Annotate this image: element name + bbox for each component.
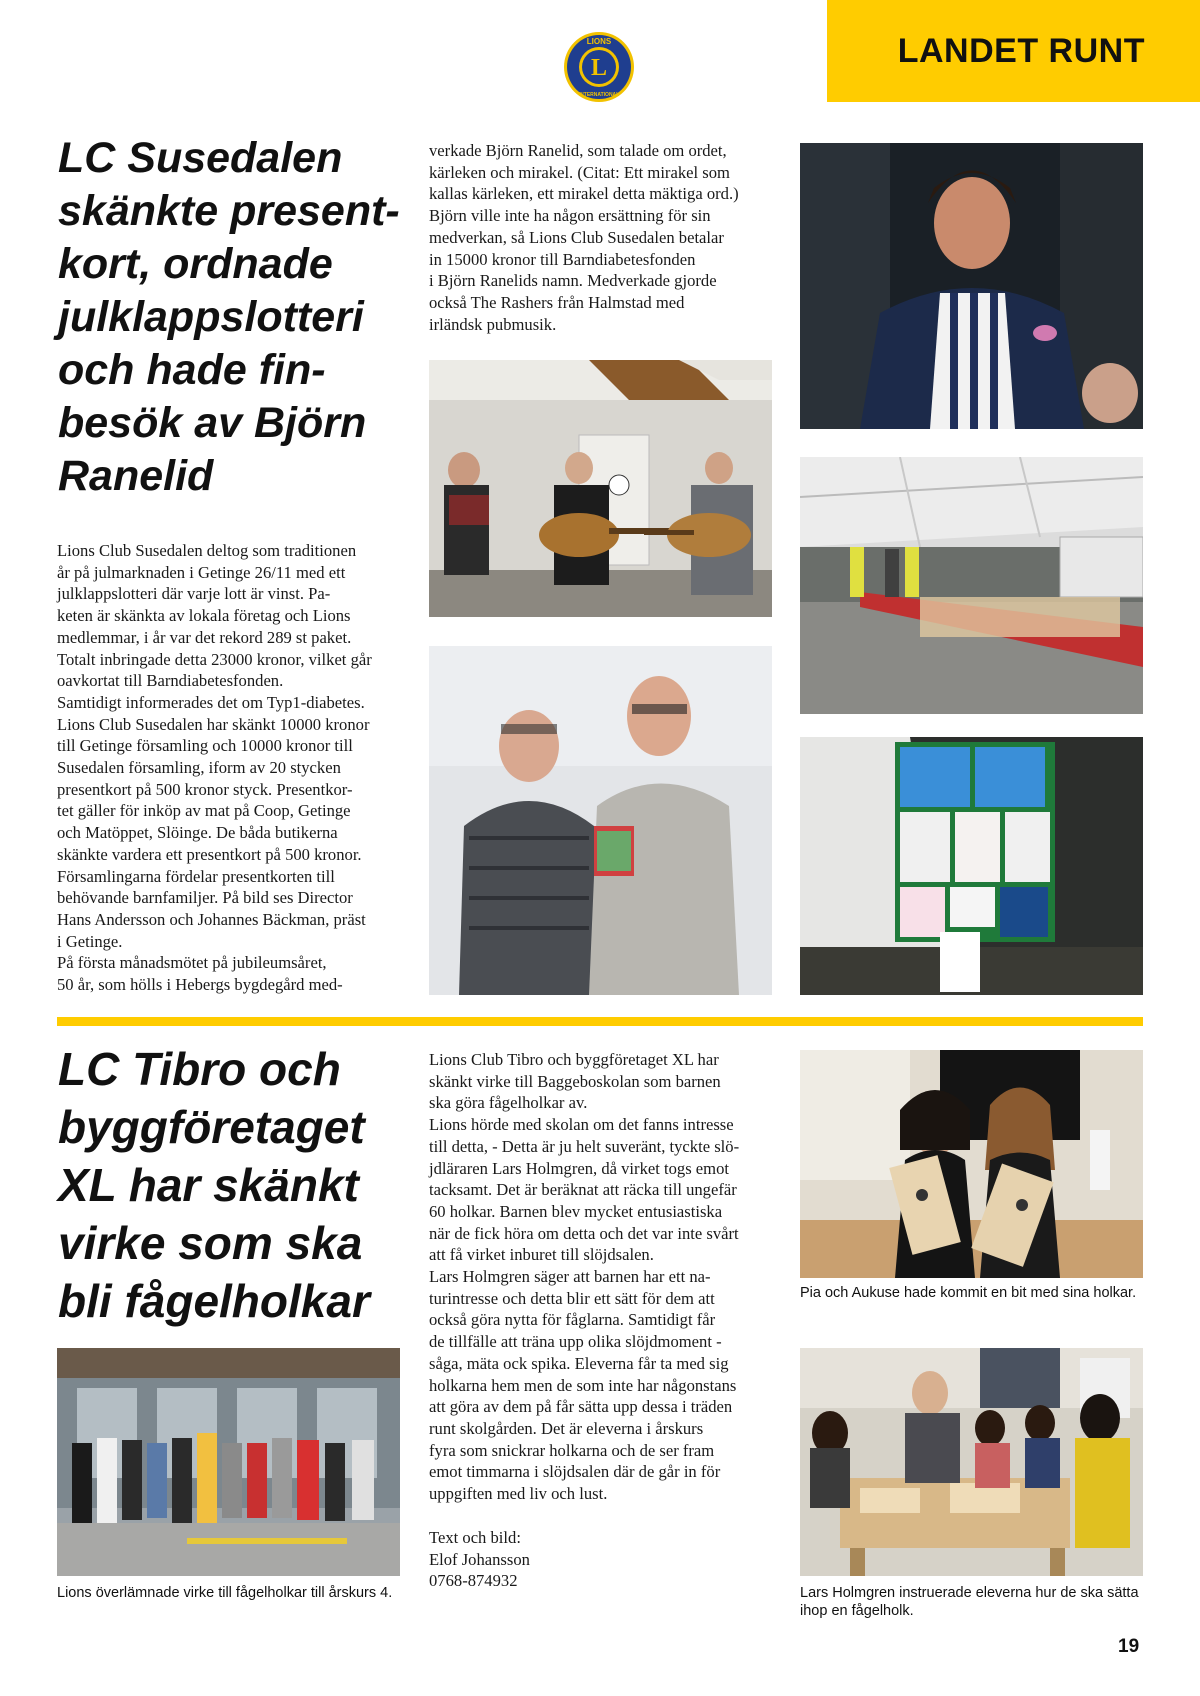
caption-workshop: Lars Holmgren instruerade eleverna hur de ska sätta ihop en fågelholk. xyxy=(800,1585,1139,1619)
girls-birdhouses-photo xyxy=(800,1050,1143,1278)
workshop-photo xyxy=(800,1348,1143,1576)
julmarknad-tent-photo xyxy=(800,457,1143,714)
caption-students-group: Lions överlämnade virke till fågelholkar till årskurs 4. xyxy=(57,1585,393,1601)
article2-headline: LC Tibro och byggföretaget XL har skänkt virke som ska bli fågelholkar xyxy=(58,1043,370,1327)
article2-body: Lions Club Tibro och byggföretaget XL har skänkt virke till Baggeboskolan som barnen ska göra fågelholkar av. Lions hörde med skolan om det fanns intresse till detta, - Detta är ju helt suveränt, tyckte slö- jdläraren Lars Holmgren, då virket togs emot tacksamt. Det är beräknat att räcka till ungefär 60 holkar. Barnen blev mycket entusiastiska när de fick höra om detta och det var inte svårt att få virket inburet till slöjdsalen. Lars Holmgren säger att barnen har ett na- turintresse och detta blir ett sätt för dem att också göra nytta för fåglarna. Samtidigt får de tillfälle att träna upp olika slöjdmoment - såga, mäta ock spika. Eleverna får ta med sig holkarna hem men de som inte har någonstans att göra av dem på får sätta upp dessa i träden runt skolgården. Det är eleverna i årskurs fyra som snickrar holkarna och de ser fram emot timmarna i slöjdsalen där de går in för uppgiften med liv och lust. xyxy=(429,1050,740,1504)
lions-logo xyxy=(562,30,636,104)
logo-text-top: LIONS xyxy=(586,37,612,46)
diabetes-info-board-photo xyxy=(800,737,1143,995)
section-label: LANDET RUNT xyxy=(827,0,1200,102)
caption-girls: Pia och Aukuse hade kommit en bit med sina holkar. xyxy=(800,1285,1137,1301)
article1-headline: LC Susedalen skänkte present-kort, ordnade julklappslotteri och hade fin-besök av Björn Ranelid xyxy=(58,134,400,500)
logo-text-bottom: INTERNATIONAL xyxy=(578,92,620,98)
students-group-photo xyxy=(57,1348,400,1576)
section-divider xyxy=(57,1017,1143,1026)
article1-body-left: Lions Club Susedalen deltog som traditionen år på julmarknaden i Getinge 26/11 med ett julklappslotteri där varje lott är vinst. Pa- keten är skänkta av lokala företag och Lions medlemmar, i år var det rekord 289 st paket. Totalt inbringade detta 23000 kronor, vilket går oavkortat till Barndiabetesfonden. Samtidigt informerades det om Typ1-diabetes. Lions Club Susedalen har skänkt 10000 kronor till Getinge församling och 10000 kronor till Susedalen församling, iform av 20 stycken presentkort på 500 kronor styck. Presentkor- tet gäller för inköp av mat på Coop, Getinge och Matöppet, Slöinge. De båda butikerna skänkte vardera ett presentkort på 500 kronor. Församlingarna fördelar presentkorten till behövande barnfamiljer. På bild ses Director Hans Andersson och Johannes Bäckman, präst i Getinge. På första månadsmötet på jubileumsåret, 50 år, som hölls i Hebergs bygdegård med- xyxy=(57,541,372,995)
article1-body-right: verkade Björn Ranelid, som talade om ordet, kärleken och mirakel. (Citat: Ett mirakel som kallas kärleken, ett mirakel detta mäktiga ord.) Björn ville inte ha någon ersättning för sin medverkan, så Lions Club Susedalen betalar in 15000 kronor till Barndiabetesfonden i Björn Ranelids namn. Medverkade gjorde också The Rashers från Halmstad med irländsk pubmusik. xyxy=(429,141,739,334)
article2-credit: Text och bild: Elof Johansson 0768-874932 xyxy=(429,1528,530,1591)
page-number: 19 xyxy=(1118,1636,1140,1657)
logo-letter: L xyxy=(590,55,608,81)
band-photo xyxy=(429,360,772,617)
director-priest-photo xyxy=(429,646,772,995)
ranelid-photo xyxy=(800,143,1143,429)
